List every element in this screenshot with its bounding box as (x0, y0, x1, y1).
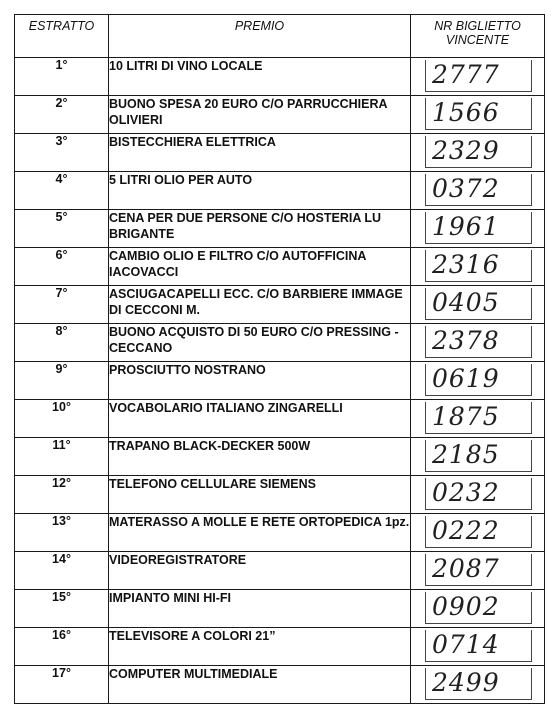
winning-ticket-number: 2329 (425, 136, 532, 168)
draw-order: 9° (15, 362, 109, 400)
draw-order: 6° (15, 248, 109, 286)
table-row (15, 476, 545, 514)
prize-description: BUONO SPESA 20 EURO C/O PARRUCCHIERA OLIVIERI (109, 96, 411, 134)
draw-order: 14° (15, 552, 109, 590)
prize-rows (15, 58, 545, 704)
draw-order: 12° (15, 476, 109, 514)
ticket-cell (411, 628, 545, 666)
draw-order: 10° (15, 400, 109, 438)
draw-order: 16° (15, 628, 109, 666)
table-row (15, 362, 545, 400)
table-row (15, 666, 545, 704)
draw-order: 11° (15, 438, 109, 476)
prize-description: CENA PER DUE PERSONE C/O HOSTERIA LU BRIGANTE (109, 210, 411, 248)
winning-ticket-number: 2777 (425, 60, 532, 92)
prize-description: IMPIANTO MINI HI-FI (109, 590, 411, 628)
draw-order: 17° (15, 666, 109, 704)
winning-ticket-number: 1566 (425, 98, 532, 130)
prize-description: 10 LITRI DI VINO LOCALE (109, 58, 411, 96)
ticket-cell (411, 210, 545, 248)
winning-ticket-number: 1875 (425, 402, 532, 434)
ticket-cell (411, 96, 545, 134)
prize-description: ASCIUGACAPELLI ECC. C/O BARBIERE IMMAGE DI CECCONI M. (109, 286, 411, 324)
winning-ticket-number: 0405 (425, 288, 532, 320)
winning-ticket-number: 2087 (425, 554, 532, 586)
draw-order: 4° (15, 172, 109, 210)
table-row (15, 438, 545, 476)
prize-description: TRAPANO BLACK-DECKER 500W (109, 438, 411, 476)
header-drawn: ESTRATTO (15, 15, 109, 58)
ticket-cell (411, 438, 545, 476)
winning-ticket-number: 0232 (425, 478, 532, 510)
draw-order: 15° (15, 590, 109, 628)
draw-order: 8° (15, 324, 109, 362)
ticket-cell (411, 248, 545, 286)
winning-ticket-number: 2316 (425, 250, 532, 282)
prize-description: CAMBIO OLIO E FILTRO C/O AUTOFFICINA IACOVACCI (109, 248, 411, 286)
draw-order: 1° (15, 58, 109, 96)
winning-ticket-number: 0222 (425, 516, 532, 548)
ticket-cell (411, 400, 545, 438)
ticket-cell (411, 514, 545, 552)
ticket-cell (411, 666, 545, 704)
ticket-cell (411, 324, 545, 362)
table-row (15, 552, 545, 590)
prize-description: COMPUTER MULTIMEDIALE (109, 666, 411, 704)
prize-description: BISTECCHIERA ELETTRICA (109, 134, 411, 172)
draw-order: 3° (15, 134, 109, 172)
table-row (15, 248, 545, 286)
table-row (15, 628, 545, 666)
prize-description: BUONO ACQUISTO DI 50 EURO C/O PRESSING - CECCANO (109, 324, 411, 362)
winning-ticket-number: 0372 (425, 174, 532, 206)
draw-order: 13° (15, 514, 109, 552)
table-row (15, 590, 545, 628)
ticket-cell (411, 286, 545, 324)
table-row (15, 134, 545, 172)
prize-description: TELEVISORE A COLORI 21” (109, 628, 411, 666)
ticket-cell (411, 590, 545, 628)
prize-description: VIDEOREGISTRATORE (109, 552, 411, 590)
table-row (15, 514, 545, 552)
winning-ticket-number: 2378 (425, 326, 532, 358)
ticket-cell (411, 476, 545, 514)
prize-description: PROSCIUTTO NOSTRANO (109, 362, 411, 400)
winning-ticket-number: 1961 (425, 212, 532, 244)
table-row (15, 400, 545, 438)
winning-ticket-number: 0619 (425, 364, 532, 396)
ticket-cell (411, 362, 545, 400)
table-row (15, 172, 545, 210)
table-row (15, 286, 545, 324)
prize-table (14, 14, 545, 704)
table-row (15, 96, 545, 134)
draw-order: 5° (15, 210, 109, 248)
header-row (15, 15, 545, 58)
table-row (15, 210, 545, 248)
draw-order: 2° (15, 96, 109, 134)
prize-description: VOCABOLARIO ITALIANO ZINGARELLI (109, 400, 411, 438)
winning-ticket-number: 2499 (425, 668, 532, 700)
ticket-cell (411, 134, 545, 172)
winning-ticket-number: 2185 (425, 440, 532, 472)
header-prize: PREMIO (109, 15, 411, 58)
header-ticket: NR BIGLIETTO VINCENTE (411, 15, 545, 58)
ticket-cell (411, 552, 545, 590)
prize-description: TELEFONO CELLULARE SIEMENS (109, 476, 411, 514)
ticket-cell (411, 58, 545, 96)
draw-order: 7° (15, 286, 109, 324)
table-row (15, 58, 545, 96)
table-row (15, 324, 545, 362)
prize-description: MATERASSO A MOLLE E RETE ORTOPEDICA 1pz. (109, 514, 411, 552)
ticket-cell (411, 172, 545, 210)
winning-ticket-number: 0714 (425, 630, 532, 662)
winning-ticket-number: 0902 (425, 592, 532, 624)
prize-description: 5 LITRI OLIO PER AUTO (109, 172, 411, 210)
